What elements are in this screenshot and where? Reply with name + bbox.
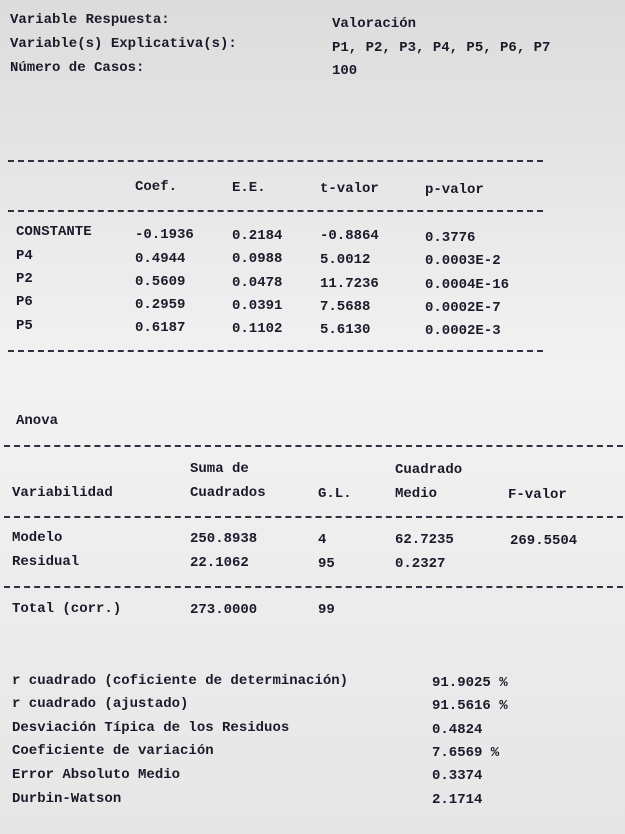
divider-line: [8, 350, 543, 352]
anova-row-cm: 62.7235: [395, 532, 454, 548]
coef-row-name: P2: [16, 271, 33, 287]
anova-row-gl: 4: [318, 532, 327, 548]
anova-row-f: 269.5504: [510, 533, 578, 549]
col-ee: E.E.: [232, 180, 266, 196]
coef-row-p: 0.0003E-2: [425, 253, 501, 269]
stat-value: 7.6569 %: [432, 745, 500, 761]
anova-header-cuadrado: Cuadrado: [395, 462, 463, 478]
stat-label: Coeficiente de variación: [12, 743, 214, 759]
divider-line: [8, 210, 543, 212]
divider-line: [4, 445, 623, 447]
coef-row-name: P5: [16, 318, 33, 334]
stat-label: r cuadrado (coficiente de determinación): [12, 673, 349, 689]
stat-label: r cuadrado (ajustado): [12, 696, 189, 712]
col-coef: Coef.: [135, 179, 178, 195]
coef-row-p: 0.0002E-3: [425, 323, 501, 339]
divider-line: [8, 160, 543, 162]
stat-label: Desviación Típica de los Residuos: [12, 720, 290, 736]
coef-row-ee: 0.1102: [232, 321, 283, 337]
coef-row-t: 5.0012: [320, 252, 371, 268]
divider-line: [4, 516, 623, 518]
anova-row-sc: 22.1062: [190, 555, 249, 571]
explanatory-label: Variable(s) Explicativa(s):: [10, 36, 237, 52]
coef-row-t: 7.5688: [320, 299, 371, 315]
col-t: t-valor: [320, 181, 379, 197]
coef-row-t: -0.8864: [320, 228, 379, 244]
anova-title: Anova: [16, 413, 59, 429]
coef-row-coef: -0.1936: [135, 227, 194, 243]
coef-row-ee: 0.0391: [232, 298, 283, 314]
coef-row-p: 0.3776: [425, 230, 476, 246]
response-label: Variable Respuesta:: [10, 12, 170, 28]
stat-value: 0.4824: [432, 722, 483, 738]
anova-row-sc: 250.8938: [190, 531, 258, 547]
cases-label: Número de Casos:: [10, 60, 145, 76]
coef-row-name: CONSTANTE: [16, 224, 92, 240]
coef-row-coef: 0.2959: [135, 297, 186, 313]
cases-value: 100: [332, 63, 358, 79]
coef-row-p: 0.0004E-16: [425, 277, 510, 293]
anova-total-name: Total (corr.): [12, 601, 122, 617]
anova-row-name: Modelo: [12, 530, 63, 546]
explanatory-value: P1, P2, P3, P4, P5, P6, P7: [332, 40, 551, 56]
anova-row-cm: 0.2327: [395, 556, 446, 572]
anova-col-gl: G.L.: [318, 486, 352, 502]
anova-total-gl: 99: [318, 602, 335, 618]
anova-col-fvalor: F-valor: [508, 487, 567, 503]
anova-col-variabilidad: Variabilidad: [12, 485, 113, 501]
coef-row-p: 0.0002E-7: [425, 300, 501, 316]
stat-label: Durbin-Watson: [12, 791, 122, 807]
coef-row-ee: 0.0478: [232, 275, 283, 291]
coef-row-coef: 0.5609: [135, 274, 186, 290]
coef-row-ee: 0.0988: [232, 251, 283, 267]
col-p: p-valor: [425, 182, 484, 198]
coef-row-coef: 0.4944: [135, 251, 186, 267]
anova-row-gl: 95: [318, 556, 335, 572]
coef-row-name: P4: [16, 248, 33, 264]
anova-col-medio: Medio: [395, 486, 438, 502]
anova-col-cuadrados: Cuadrados: [190, 485, 266, 501]
coef-row-name: P6: [16, 294, 33, 310]
stat-value: 2.1714: [432, 792, 483, 808]
stat-value: 0.3374: [432, 768, 483, 784]
coef-row-t: 5.6130: [320, 322, 371, 338]
response-value: Valoración: [332, 16, 417, 32]
stat-value: 91.5616 %: [432, 698, 508, 714]
anova-header-suma: Suma de: [190, 461, 249, 477]
coef-row-coef: 0.6187: [135, 320, 186, 336]
stat-label: Error Absoluto Medio: [12, 767, 181, 783]
stat-value: 91.9025 %: [432, 675, 508, 691]
divider-line: [4, 586, 623, 588]
anova-total-sc: 273.0000: [190, 602, 258, 618]
coef-row-t: 11.7236: [320, 276, 379, 292]
anova-row-name: Residual: [12, 554, 80, 570]
coef-row-ee: 0.2184: [232, 228, 283, 244]
